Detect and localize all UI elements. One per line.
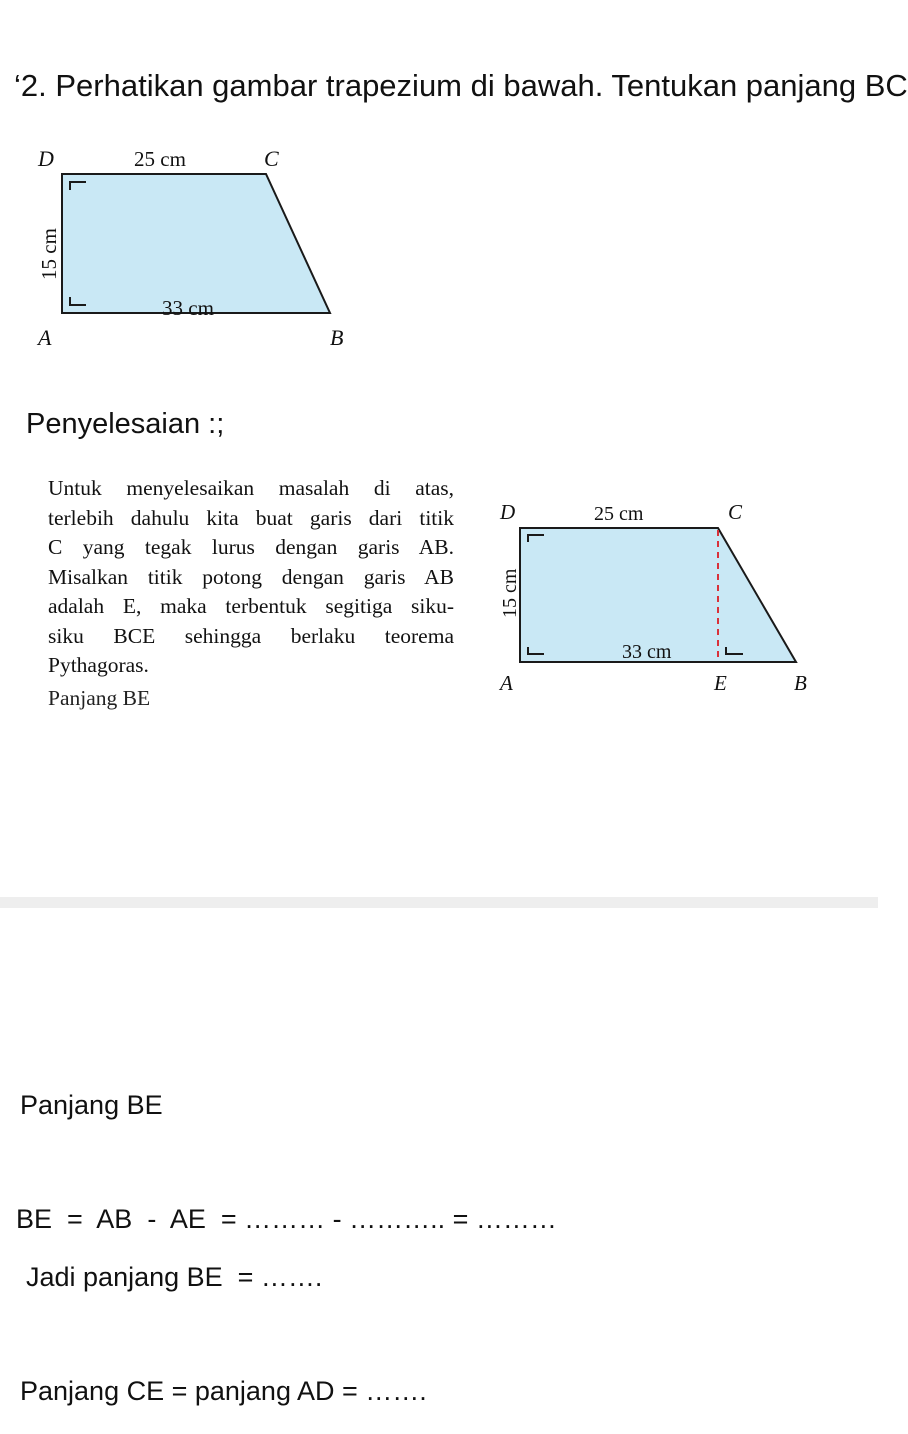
height-length-label: 15 cm <box>37 228 61 280</box>
label-a: A <box>38 325 52 350</box>
be-conclusion: Jadi panjang BE = ……. <box>26 1262 323 1292</box>
top-length-label: 25 cm <box>134 147 186 171</box>
ce-equation: Panjang CE = panjang AD = ……. <box>20 1376 427 1406</box>
label-b: B <box>794 671 807 695</box>
top-length-label: 25 cm <box>594 503 644 525</box>
label-b: B <box>330 325 344 350</box>
explanation-line: siku BCE sehingga berlaku teorema <box>48 623 454 648</box>
question-title: ‘2. Perhatikan gambar trapezium di bawah. Tentukan panjang BC <box>14 68 908 103</box>
explanation-line: Misalkan titik potong dengan garis AB <box>48 564 454 589</box>
label-c: C <box>264 146 279 171</box>
solution-heading: Penyelesaian :; <box>26 408 225 440</box>
label-a: A <box>500 671 513 695</box>
be-equation: BE = AB - AE = ……… - ……….. = ……… <box>16 1204 557 1234</box>
trapezium-figure-with-height <box>488 492 828 702</box>
label-e: E <box>714 671 727 695</box>
bottom-length-label: 33 cm <box>622 641 672 663</box>
section-divider <box>0 897 878 908</box>
explanation-line: Pythagoras. <box>48 653 149 677</box>
height-length-label: 15 cm <box>499 568 521 618</box>
be-heading: Panjang BE <box>20 1090 163 1120</box>
label-c: C <box>728 500 743 524</box>
explanation-line: adalah E, maka terbentuk segitiga siku- <box>48 594 454 618</box>
explanation-line: Untuk menyelesaikan masalah di atas, <box>48 476 454 500</box>
cut-off-text-line: Panjang BE <box>48 686 151 710</box>
explanation-line: C yang tegak lurus dengan garis AB. <box>48 535 454 559</box>
trapezium-shape <box>62 174 330 313</box>
trapezium-figure <box>0 140 360 360</box>
bottom-length-label: 33 cm <box>162 296 214 320</box>
explanation-line: terlebih dahulu kita buat garis dari titik <box>48 505 454 530</box>
label-d: D <box>38 146 54 171</box>
solution-explanation <box>48 474 454 681</box>
label-d: D <box>500 500 516 524</box>
